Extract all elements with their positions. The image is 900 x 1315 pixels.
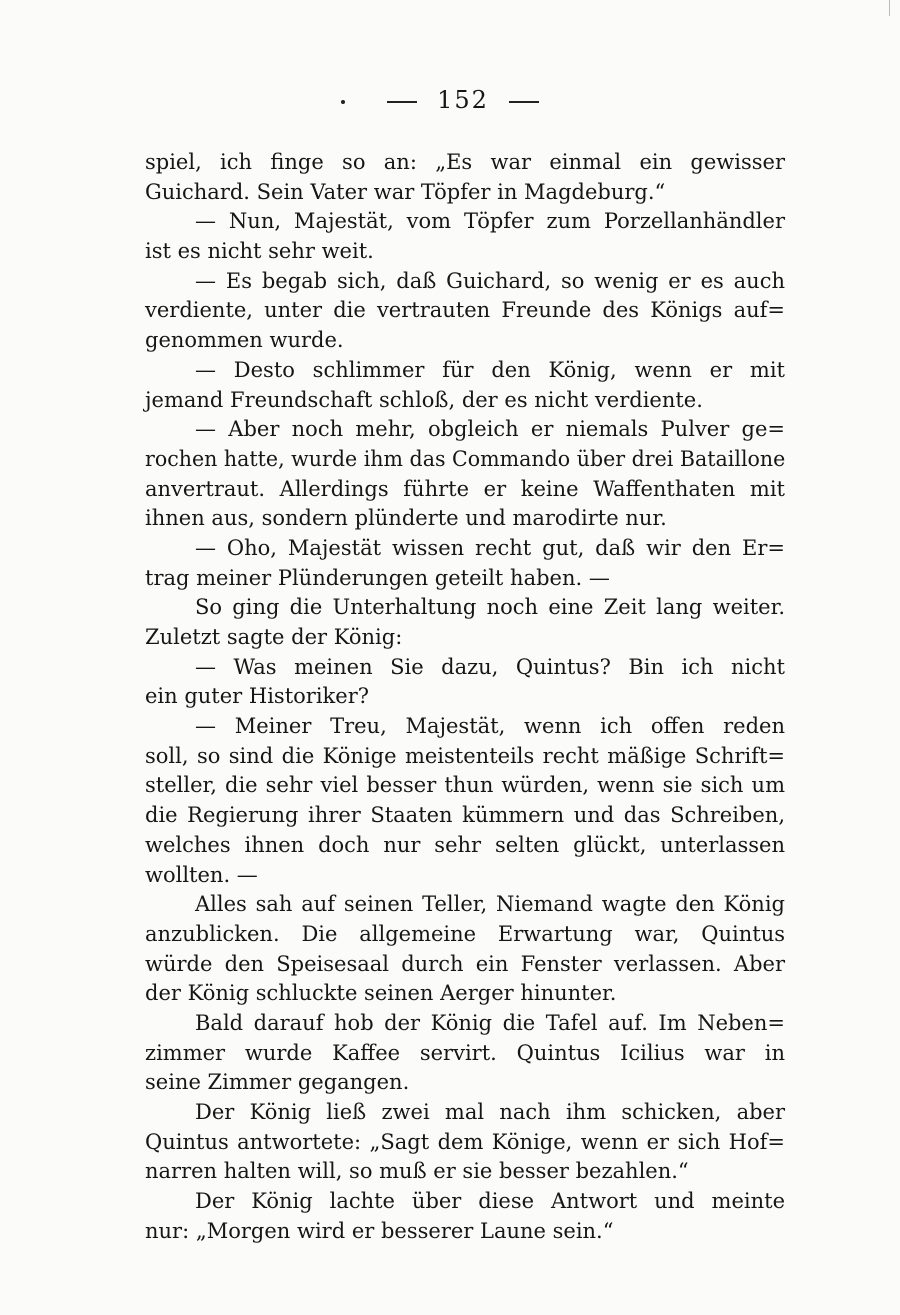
text-line: — Es begab sich, daß Guichard, so wenig er es auch — [195, 268, 785, 293]
text-line: Zuletzt sagte der König: — [145, 625, 403, 649]
text-line: jemand Freundschaft schloß, der es nicht verdiente. — [145, 387, 703, 412]
text-line: Der König ließ zwei mal nach ihm schicken, aber — [195, 1100, 785, 1124]
text-line: spiel, ich finge so an: „Es war einmal ein gewisser — [145, 150, 785, 174]
text-line: welches ihnen doch nur sehr selten glückt, unterlassen — [145, 832, 785, 857]
text-line: ihnen aus, sondern plünderte und marodirte nur. — [145, 506, 667, 531]
text-line: Quintus antwortete: „Sagt dem Könige, wenn er sich Hof= — [145, 1129, 785, 1154]
page-number: 152 — [437, 86, 489, 114]
text-line: trag meiner Plünderungen geteilt haben. — — [145, 565, 610, 590]
text-line: So ging die Unterhaltung noch eine Zeit lang weiter. — [195, 595, 785, 620]
page-header — [0, 86, 900, 114]
text-line: Alles sah auf seinen Teller, Niemand wagte den König — [195, 892, 785, 917]
text-line: der König schluckte seinen Aerger hinunter. — [145, 981, 617, 1006]
text-line: — Oho, Majestät wissen recht gut, daß wir den Er= — [195, 535, 785, 560]
text-line: rochen hatte, wurde ihm das Commando über drei Bataillone — [145, 446, 786, 471]
text-line: wollten. — — [145, 862, 258, 887]
header-dash-left — [387, 101, 417, 103]
text-line: Der König lachte über diese Antwort und meinte — [195, 1189, 785, 1214]
page-edge-mark — [889, 0, 896, 16]
text-line: — Meiner Treu, Majestät, wenn ich offen reden — [195, 714, 785, 739]
text-line: steller, die sehr viel besser thun würden, wenn sie sich um — [145, 773, 785, 798]
text-line: — Desto schlimmer für den König, wenn er mit — [195, 357, 785, 382]
body-text — [145, 148, 785, 1246]
text-line: soll, so sind die Könige meistenteils recht mäßige Schrift= — [145, 743, 785, 768]
text-line: — Was meinen Sie dazu, Quintus? Bin ich nicht — [195, 654, 785, 679]
text-line: narren halten will, so muß er sie besser bezahlen.“ — [145, 1159, 689, 1184]
text-line: ist es nicht sehr weit. — [145, 239, 374, 264]
text-line: anzublicken. Die allgemeine Erwartung war, Quintus — [145, 921, 785, 946]
text-line: Bald darauf hob der König die Tafel auf. Im Neben= — [195, 1010, 785, 1035]
text-line: verdiente, unter die vertrauten Freunde des Königs auf= — [145, 298, 785, 323]
text-line: — Nun, Majestät, vom Töpfer zum Porzellanhändler — [195, 209, 785, 234]
text-line: Guichard. Sein Vater war Töpfer in Magdeburg.“ — [145, 179, 666, 204]
text-line: würde den Speisesaal durch ein Fenster verlassen. Aber — [145, 951, 785, 976]
text-line: anvertraut. Allerdings führte er keine Waffenthaten mit — [145, 476, 785, 501]
text-line: zimmer wurde Kaffee servirt. Quintus Icilius war in — [145, 1040, 785, 1065]
text-line: die Regierung ihrer Staaten kümmern und das Schreiben, — [145, 803, 785, 828]
text-line: genommen wurde. — [145, 328, 344, 353]
text-line: — Aber noch mehr, obgleich er niemals Pulver ge= — [195, 417, 785, 442]
text-line: seine Zimmer gegangen. — [145, 1070, 410, 1095]
text-line: ein guter Historiker? — [145, 684, 369, 709]
header-dot — [341, 100, 345, 104]
header-dash-right — [509, 101, 539, 103]
text-line: nur: „Morgen wird er besserer Laune sein.“ — [145, 1218, 614, 1243]
